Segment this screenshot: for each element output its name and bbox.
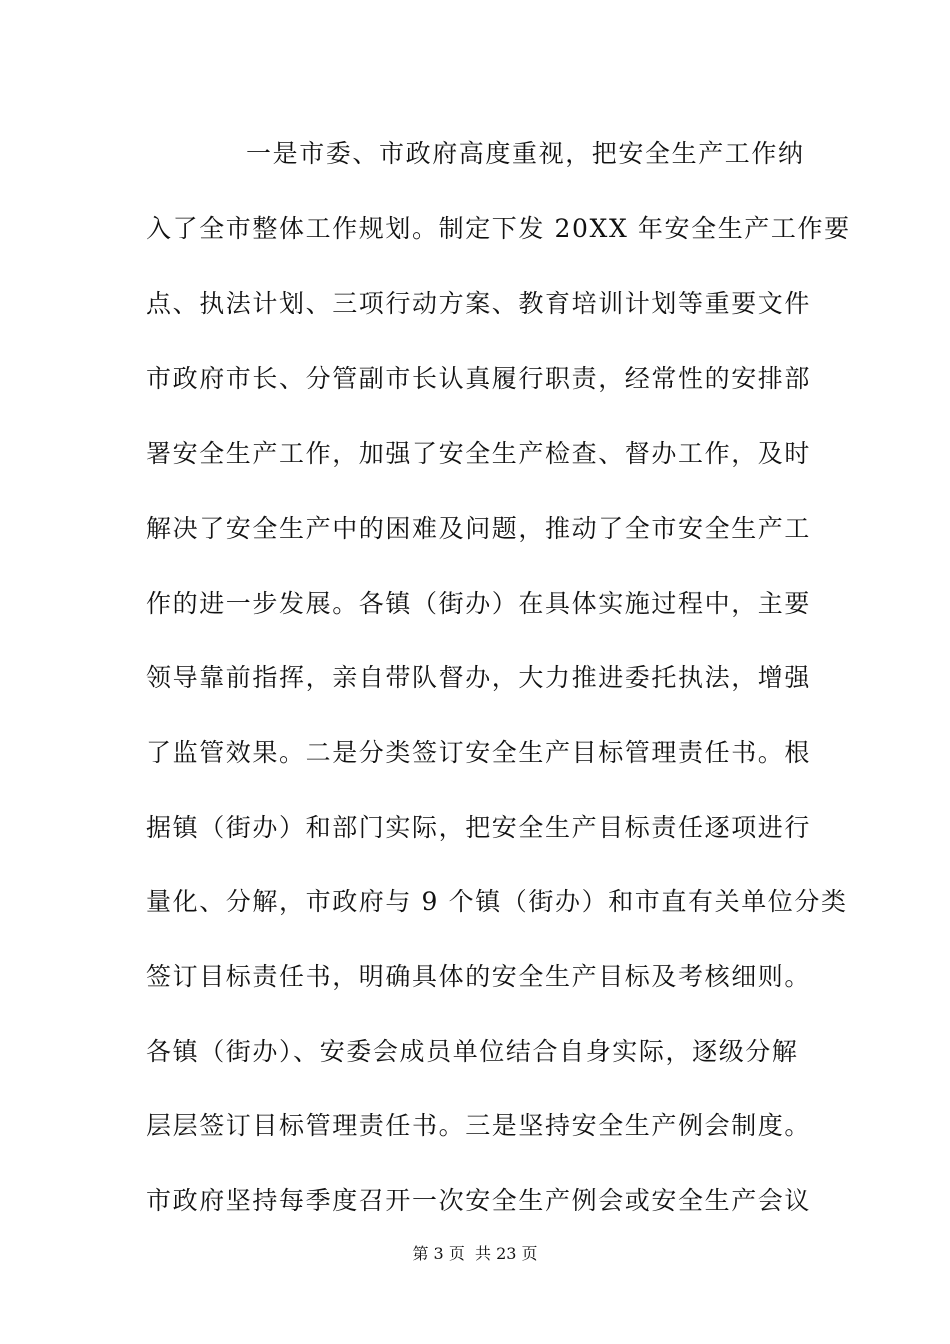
paragraph-line: 了监管效果。二是分类签订安全生产目标管理责任书。根 — [146, 738, 812, 767]
paragraph-line: 解决了安全生产中的困难及问题，推动了全市安全生产工 — [146, 514, 812, 543]
paragraph-line: 据镇（街办）和部门实际，把安全生产目标责任逐项进行 — [146, 813, 812, 842]
paragraph-line: 量化、分解，市政府与 9 个镇（街办）和市直有关单位分类 — [146, 887, 848, 916]
paragraph-line: 一是市委、市政府高度重视，把安全生产工作纳 — [246, 139, 805, 168]
paragraph-line: 市政府坚持每季度召开一次安全生产例会或安全生产会议 — [146, 1186, 812, 1215]
paragraph-line: 签订目标责任书，明确具体的安全生产目标及考核细则。 — [146, 962, 812, 991]
paragraph-line: 各镇（街办）、安委会成员单位结合自身实际，逐级分解 — [146, 1037, 799, 1066]
paragraph-line: 点、执法计划、三项行动方案、教育培训计划等重要文件 — [146, 289, 812, 318]
page-number-label: 第 3 页 共 23 页 — [412, 1244, 538, 1263]
paragraph-line: 领导靠前指挥，亲自带队督办，大力推进委托执法，增强 — [146, 663, 812, 692]
paragraph-line: 市政府市长、分管副市长认真履行职责，经常性的安排部 — [146, 364, 812, 393]
paragraph-line: 作的进一步发展。各镇（街办）在具体实施过程中，主要 — [146, 589, 812, 618]
page-footer — [0, 1243, 950, 1265]
paragraph-line: 入了全市整体工作规划。制定下发 20XX 年安全生产工作要 — [146, 214, 851, 243]
paragraph-line: 层层签订目标管理责任书。三是坚持安全生产例会制度。 — [146, 1111, 812, 1140]
paragraph-line: 署安全生产工作，加强了安全生产检查、督办工作，及时 — [146, 439, 812, 468]
